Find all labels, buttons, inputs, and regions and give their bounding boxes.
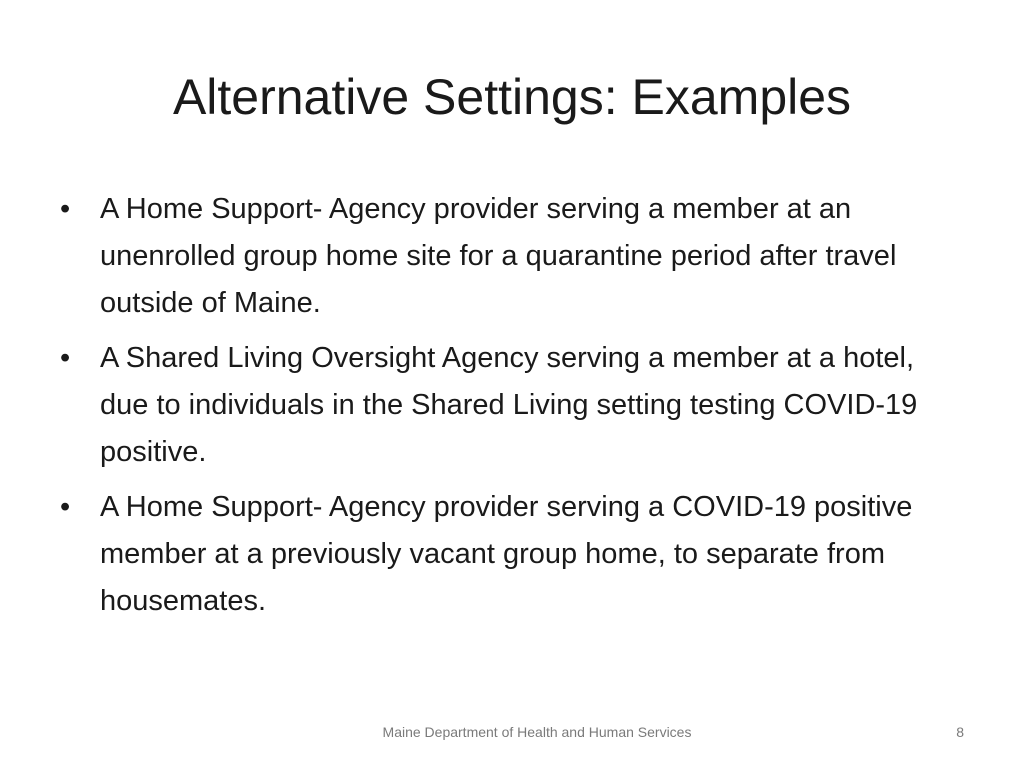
bullet-item bbox=[60, 484, 965, 625]
bullet-text: A Shared Living Oversight Agency serving a member at a hotel, due to individuals in the Shared Living setting testing COVID-19 positive. bbox=[100, 342, 918, 468]
bullet-text: A Home Support- Agency provider serving a COVID-19 positive member at a previously vacant group home, to separate from housemates. bbox=[100, 491, 913, 617]
page-number: 8 bbox=[956, 724, 964, 740]
slide-title: Alternative Settings: Examples bbox=[172, 69, 852, 125]
footer-organization: Maine Department of Health and Human Services bbox=[382, 724, 692, 740]
bullet-icon: • bbox=[60, 342, 71, 374]
bullet-text: A Home Support- Agency provider serving a member at an unenrolled group home site for a quarantine period after travel outside of Maine. bbox=[100, 193, 897, 319]
bullet-icon: • bbox=[60, 491, 71, 523]
bullet-item bbox=[60, 335, 965, 476]
bullet-list bbox=[60, 186, 965, 633]
bullet-icon: • bbox=[60, 193, 71, 225]
bullet-item bbox=[60, 186, 965, 327]
